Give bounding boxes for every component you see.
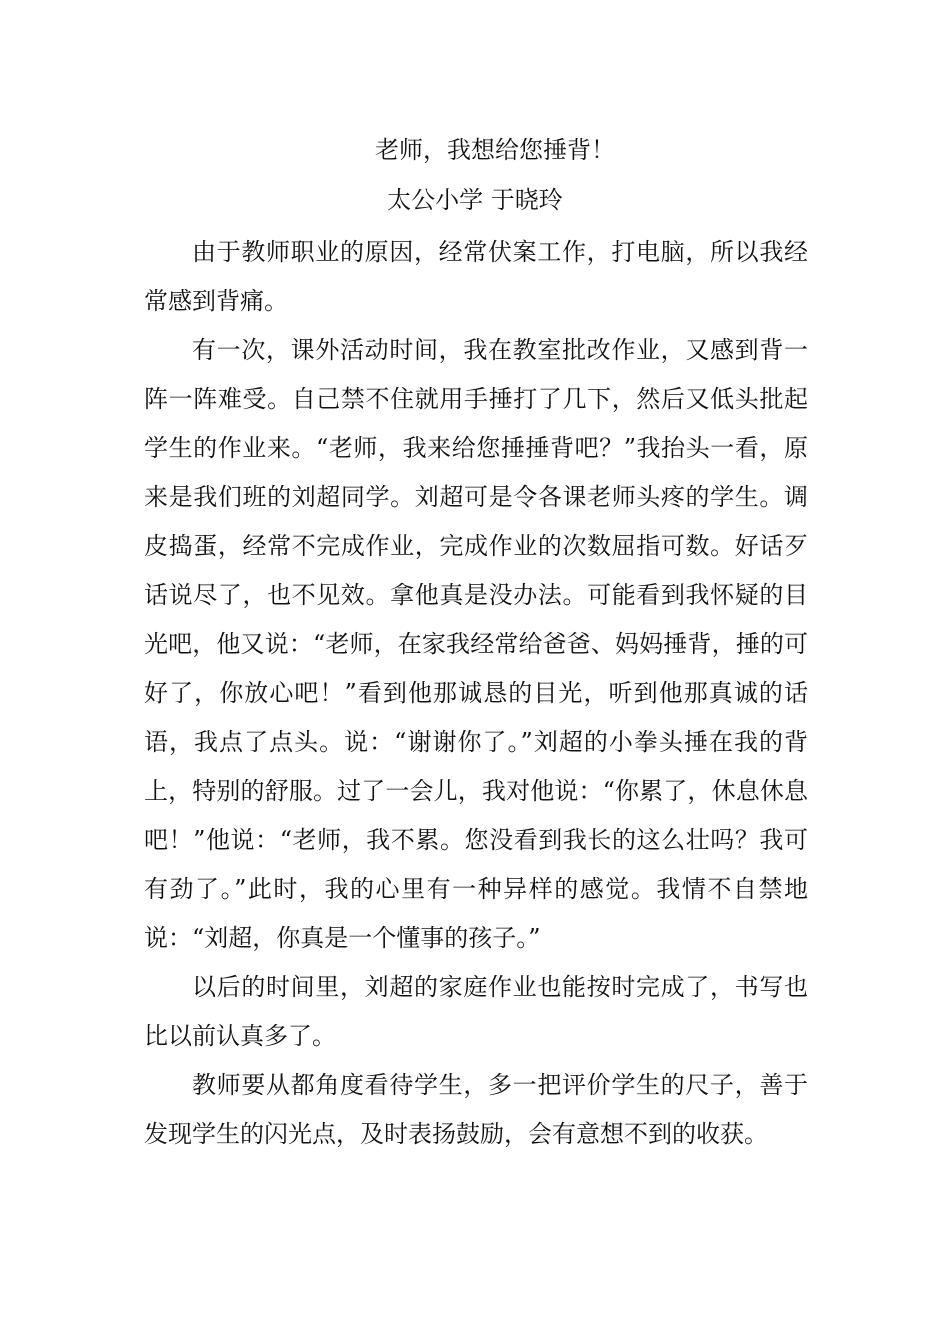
- paragraph-3: 以后的时间里，刘超的家庭作业也能按时完成了，书写也比以前认真多了。: [144, 973, 808, 1050]
- paragraph-4: 教师要从都角度看待学生，多一把评价学生的尺子，善于发现学生的闪光点，及时表扬鼓励，会有意想不到的收获。: [144, 1071, 808, 1148]
- document-title: 老师，我想给您捶背！: [375, 136, 615, 164]
- document-body: [144, 228, 808, 1159]
- paragraph-1: 由于教师职业的原因，经常伏案工作，打电脑，所以我经常感到背痛。: [144, 238, 808, 315]
- paragraph-2: 有一次，课外活动时间，我在教室批改作业，又感到背一阵一阵难受。自己禁不住就用手捶打了几下，然后又低头批起学生的作业来。“老师，我来给您捶捶背吧？”我抬头一看，原来是我们班的刘超同学。刘超可是令各课老师头疼的学生。调皮捣蛋，经常不完成作业，完成作业的次数屈指可数。好话歹话说尽了，也不见效。拿他真是没办法。可能看到我怀疑的目光吧，他又说：“老师，在家我经常给爸爸、妈妈捶背，捶的可好了，你放心吧！”看到他那诚恳的目光，听到他那真诚的话语，我点了点头。说：“谢谢你了。”刘超的小拳头捶在我的背上，特别的舒服。过了一会儿，我对他说：“你累了，休息休息吧！”他说：“老师，我不累。您没看到我长的这么壮吗？我可有劲了。”此时，我的心里有一种异样的感觉。我情不自禁地说：“刘超，你真是一个懂事的孩子。”: [144, 336, 808, 952]
- author-line: 太公小学 于晓玲: [387, 186, 563, 214]
